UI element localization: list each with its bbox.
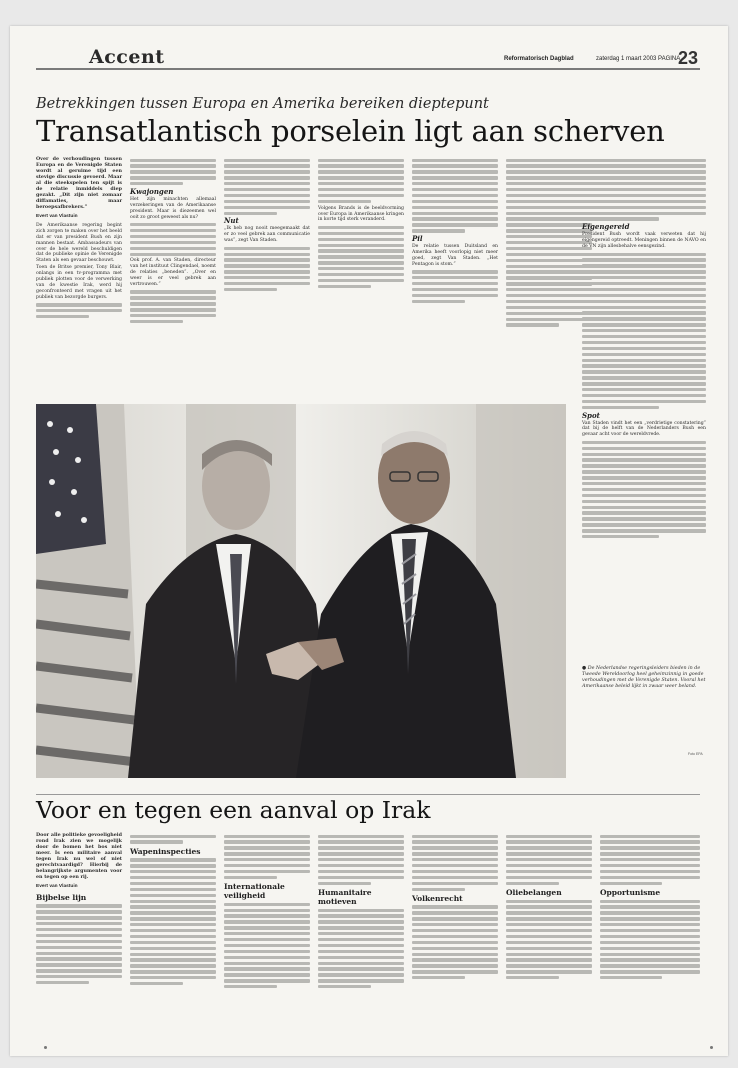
- article-column-1: [36, 156, 122, 396]
- second-article-byline: Evert van Vlastuin: [36, 884, 78, 889]
- second-article-column-4: [318, 832, 404, 1032]
- second-article-lead: Door alle politieke gevoeligheid rond Irak zien we mogelijk door de bomen het bos niet meer. Is een militaire aanval tegen Irak nu wel of niet gerechtvaardigd? Hierbij de belangrijkste argumenten voor en tegen op een rij.: [36, 832, 122, 880]
- masthead: [36, 48, 700, 70]
- article-kicker: Betrekkingen tussen Europa en Amerika bereiken dieptepunt: [36, 96, 489, 112]
- subheading: Humanitaire motieven: [318, 888, 372, 907]
- section-label: Accent: [89, 46, 165, 68]
- section-divider: [36, 794, 700, 795]
- second-article-column-6: [506, 832, 592, 1032]
- crop-mark-icon: [44, 1046, 47, 1049]
- photo-caption: ● De Nederlandse regeringsleiders bieden in de Tweede Wereldoorlog heel geheimzinnig in goede verhoudingen met de Verenigde Staten. Vooral het Amerikaanse beleid lijkt in zwaar weer beland.: [582, 666, 706, 690]
- handshake-photo-illustration: [36, 404, 566, 778]
- subheading: Oliebelangen: [506, 888, 562, 898]
- subheading: Volkenrecht: [412, 893, 463, 903]
- body-paragraph: Van Staden vindt het een „verdrietige constatering” dat bij de helft van de Nederlanders Bush een gevaar acht voor de wereldvrede.: [582, 420, 706, 438]
- subheading: Spot: [582, 410, 600, 420]
- article-lead: Over de verhoudingen tussen Europa en de Verenigde Staten wordt al geruime tijd een stevige discussie gevoerd. Maar al die steekspelen ten spijt is de relatie inmiddels diep gezakt. „Dit zijn niet zomaar diffamaties, maar beroepsafbrekers.”: [36, 156, 122, 210]
- subheading: Opportunisme: [600, 888, 661, 898]
- second-article-column-2: [130, 832, 216, 1032]
- flag-icon: [36, 404, 140, 778]
- article-headline: Transatlantisch porselein ligt aan scherven: [36, 114, 665, 148]
- article-column-5: [412, 156, 498, 396]
- subheading: Kwajongen: [130, 186, 174, 196]
- paper-name: Reformatorisch Dagblad: [504, 56, 574, 62]
- article-column-6: [506, 156, 592, 396]
- second-article-headline: Voor en tegen een aanval op Irak: [36, 796, 431, 824]
- subheading: Pil: [412, 234, 423, 244]
- newspaper-page: [10, 26, 728, 1056]
- body-paragraph: Volgens Brands is de beeldvorming over Europa in Amerikaanse kringen in korte tijd sterk veranderd.: [318, 205, 404, 223]
- body-paragraph: Het zijn minachten allemaal verzekeringen van de Amerikaanse president. Maar is diezeemen wel ooit zo groot geweest als nu?: [130, 196, 216, 220]
- second-article-column-1: [36, 832, 122, 1032]
- second-article-column-3: [224, 832, 310, 1032]
- article-column-7: [582, 156, 706, 661]
- caption-bullet-icon: ●: [582, 666, 588, 671]
- crop-mark-icon: [710, 1046, 713, 1049]
- photo-credit: Foto EPA: [688, 752, 703, 756]
- body-paragraph: De relatie tussen Duitsland en Amerika heeft voorlopig niet meer goed, zegt Van Staden. „Het Pentagon is stom.”: [412, 244, 498, 267]
- subheading: Eigengereid: [582, 222, 630, 232]
- article-column-4: [318, 156, 404, 396]
- article-column-2: [130, 156, 216, 396]
- subheading: Bijbelse lijn: [36, 892, 87, 902]
- body-paragraph: De Amerikaanse regering begint zich zorgen te maken over het beeld dat er van president Bush en zijn mannen bestaat. Ambassadeurs van over de hele wereld beschuldigen dat de publieke opinie de Verenigde Staten als een gevaar beschouwt.: [36, 222, 122, 264]
- subheading: Nut: [224, 216, 239, 226]
- second-article-column-5: [412, 832, 498, 1032]
- second-article-column-7: [600, 832, 700, 1032]
- issue-date: zaterdag 1 maart 2003 PAGINA: [596, 56, 681, 62]
- article-byline: Evert van Vlastuin: [36, 214, 78, 219]
- article-photo: [36, 404, 566, 778]
- body-paragraph: Toen de Britse premier, Tony Blair, onlangs in een tv-programma met publiek plotten voor de verwerking van de kwestie Irak, werd hij geconfronteerd met vragen uit het publiek van bezorgde burgers.: [36, 265, 122, 300]
- subheading: Wapeninspecties: [130, 846, 201, 856]
- body-paragraph: Ook prof. A. van Staden, directeur van het instituut Clingendael, noemt de relaties „beneden”. „Over en weer is er veel gebrek aan vertrouwen.”: [130, 258, 216, 288]
- subheading: Internationale veiligheid: [224, 882, 285, 901]
- article-column-3: [224, 156, 310, 396]
- body-paragraph: President Bush wordt vaak verweten dat hij eigengereid optreedt. Meningen binnen de NAVO en de VN zijn allesbehalve eensgezind.: [582, 232, 706, 250]
- page-number: 23: [678, 48, 699, 68]
- body-paragraph: „Ik heb nog nooit meegemaakt dat er zo veel gebrek aan communicatie was”, zegt Van Staden.: [224, 226, 310, 244]
